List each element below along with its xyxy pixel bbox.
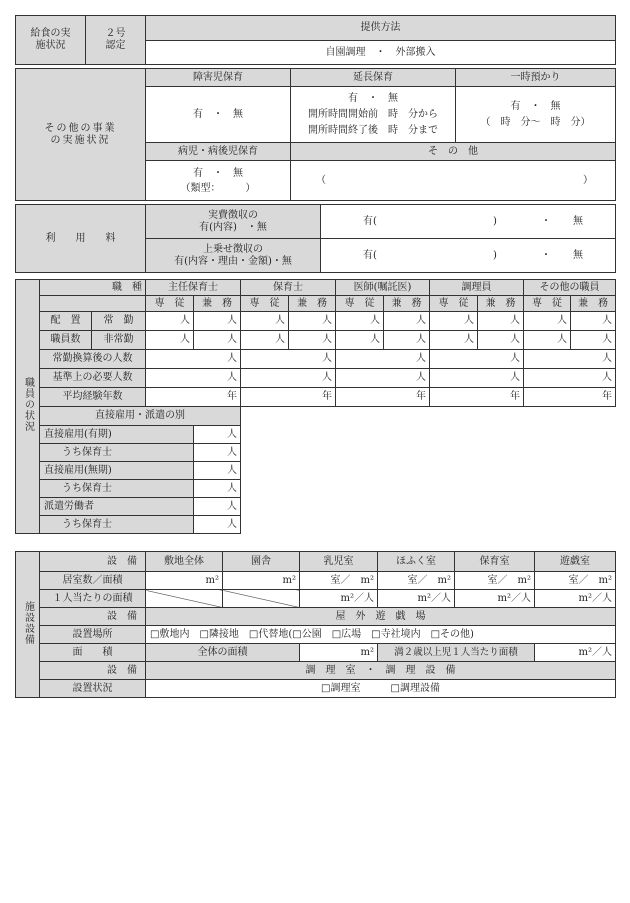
year-cell: 年: [241, 388, 336, 407]
equip-label: 設 備: [40, 552, 146, 572]
employ-row-fixed-nursery: うち保育士: [40, 444, 194, 462]
disabled-care-value: 有 ・ 無: [146, 87, 291, 143]
rooms-area-label: 居室数／面積: [40, 572, 146, 590]
per2-value: m²／人: [535, 644, 616, 662]
actual-cost-label: 実費徴収の 有(内容) ・無: [146, 205, 321, 239]
person-cell: 人: [478, 331, 524, 350]
nonregular-label: 非常勤: [92, 331, 146, 350]
person-cell: 人: [336, 331, 384, 350]
person-cell: 人: [194, 462, 241, 480]
count-label: 職員数: [40, 331, 92, 350]
person-cell: 人: [194, 516, 241, 534]
m2-per-cell: m²／人: [300, 590, 378, 608]
job-type-label: 職 種: [40, 280, 146, 296]
person-cell: 人: [194, 498, 241, 516]
m2-per-cell: m²／人: [535, 590, 616, 608]
room-m2-cell: 室／ m²: [455, 572, 535, 590]
person-cell: 人: [384, 331, 430, 350]
full-time-head: 専 従: [336, 296, 384, 312]
extended-care-header: 延長保育: [291, 69, 456, 87]
person-cell: 人: [384, 312, 430, 331]
person-cell: 人: [336, 369, 430, 388]
regular-label: 常 勤: [92, 312, 146, 331]
person-cell: 人: [430, 331, 478, 350]
type-head-chief: 主任保育士: [146, 280, 241, 296]
person-cell: 人: [289, 312, 336, 331]
type-head-nursery: 保育士: [241, 280, 336, 296]
person-cell: 人: [146, 312, 194, 331]
total-area-label: 全体の面積: [146, 644, 300, 662]
area-label: 面 積: [40, 644, 146, 662]
location-value: □敷地内 □隣接地 □代替地(□公園 □広場 □寺社境内 □その他): [146, 626, 616, 644]
blank-cell: [40, 296, 146, 312]
room-m2-cell: 室／ m²: [300, 572, 378, 590]
playground-header: 屋 外 遊 戯 場: [146, 608, 616, 626]
other-header: そ の 他: [291, 143, 616, 161]
sick-care-header: 病児・病後児保育: [146, 143, 291, 161]
method-header: 提供方法: [146, 16, 616, 41]
year-cell: 年: [336, 388, 430, 407]
type-head-other: その他の職員: [524, 280, 616, 296]
placement-label: 配 置: [40, 312, 92, 331]
person-cell: 人: [241, 350, 336, 369]
kitchen-header: 調 理 室 ・ 調 理 設 備: [146, 662, 616, 680]
room-m2-cell: 室／ m²: [535, 572, 616, 590]
person-cell: 人: [194, 426, 241, 444]
col-site: 敷地全体: [146, 552, 223, 572]
total-area-value: m²: [300, 644, 378, 662]
full-time-head: 専 従: [241, 296, 289, 312]
fee-label: 利 用 料: [16, 205, 146, 273]
person-cell: 人: [241, 369, 336, 388]
method-value: 自園調理 ・ 外部搬入: [146, 41, 616, 65]
person-cell: 人: [430, 312, 478, 331]
person-cell: 人: [194, 480, 241, 498]
employ-row-permanent: 直接雇用(無期): [40, 462, 194, 480]
employ-row-dispatch: 派遣労働者: [40, 498, 194, 516]
dual-head: 兼 務: [571, 296, 616, 312]
person-cell: 人: [194, 331, 241, 350]
col-infant-room: 乳児室: [300, 552, 378, 572]
equip-label: 設 備: [40, 662, 146, 680]
location-label: 設置場所: [40, 626, 146, 644]
staff-section-label: 職員の状況: [16, 280, 40, 534]
install-value: □調理室 □調理設備: [146, 680, 616, 698]
other-business-label: その他の事業 の実施状況: [16, 69, 146, 201]
m2-cell: m²: [223, 572, 300, 590]
extra-fee-value: 有( ) ・ 無: [321, 239, 616, 273]
m2-per-cell: m²／人: [378, 590, 455, 608]
diagonal-cell: [223, 590, 300, 608]
extra-fee-label: 上乗せ徴収の 有(内容・理由・金額)・無: [146, 239, 321, 273]
person-cell: 人: [524, 312, 571, 331]
install-label: 設置状況: [40, 680, 146, 698]
other-business-table: [15, 68, 616, 201]
disabled-care-header: 障害児保育: [146, 69, 291, 87]
col-play-room: 遊戯室: [535, 552, 616, 572]
person-cell: 人: [571, 331, 616, 350]
required-label: 基準上の必要人数: [40, 369, 146, 388]
temp-care-value: 有 ・ 無 （ 時 分～ 時 分）: [456, 87, 616, 143]
sick-care-value: 有 ・ 無 （類型： ）: [146, 161, 291, 201]
person-cell: 人: [478, 312, 524, 331]
col-crawl-room: ほふく室: [378, 552, 455, 572]
person-cell: 人: [146, 350, 241, 369]
type-head-cook: 調理員: [430, 280, 524, 296]
person-cell: 人: [289, 331, 336, 350]
full-time-head: 専 従: [430, 296, 478, 312]
employ-header: 直接雇用・派遣の別: [40, 407, 241, 426]
per-person-label: １人当たりの面積: [40, 590, 146, 608]
col-building: 園舎: [223, 552, 300, 572]
dual-head: 兼 務: [478, 296, 524, 312]
m2-per-cell: m²／人: [455, 590, 535, 608]
year-cell: 年: [146, 388, 241, 407]
person-cell: 人: [524, 331, 571, 350]
meal-table: [15, 15, 616, 65]
per2-label: 満２歳以上児１人当たり面積: [378, 644, 535, 662]
type-head-doctor: 医師(嘱託医): [336, 280, 430, 296]
person-cell: 人: [194, 444, 241, 462]
employ-row-permanent-nursery: うち保育士: [40, 480, 194, 498]
actual-cost-value: 有( ) ・ 無: [321, 205, 616, 239]
full-time-head: 専 従: [146, 296, 194, 312]
person-cell: 人: [146, 369, 241, 388]
col-nursery-room: 保育室: [455, 552, 535, 572]
temp-care-header: 一時預かり: [456, 69, 616, 87]
person-cell: 人: [336, 312, 384, 331]
avg-years-label: 平均経験年数: [40, 388, 146, 407]
person-cell: 人: [524, 350, 616, 369]
person-cell: 人: [430, 350, 524, 369]
year-cell: 年: [430, 388, 524, 407]
person-cell: 人: [146, 331, 194, 350]
facility-section-label: 施設設備: [16, 552, 40, 698]
m2-cell: m²: [146, 572, 223, 590]
empty-area: [241, 407, 616, 534]
other-value: （ ）: [291, 161, 616, 201]
employ-row-dispatch-nursery: うち保育士: [40, 516, 194, 534]
person-cell: 人: [430, 369, 524, 388]
year-cell: 年: [524, 388, 616, 407]
full-time-head: 専 従: [524, 296, 571, 312]
diagonal-cell: [146, 590, 223, 608]
person-cell: 人: [571, 312, 616, 331]
person-cell: 人: [336, 350, 430, 369]
fte-label: 常勤換算後の人数: [40, 350, 146, 369]
equip-label: 設 備: [40, 608, 146, 626]
facility-table: [15, 551, 616, 698]
meal-cert: ２号 認定: [86, 16, 146, 65]
extended-care-value: 有 ・ 無 開所時間開始前 時 分から 開所時間終了後 時 分まで: [291, 87, 456, 143]
dual-head: 兼 務: [194, 296, 241, 312]
meal-label: 給食の実 施状況: [16, 16, 86, 65]
fee-table: [15, 204, 616, 273]
person-cell: 人: [241, 312, 289, 331]
employ-row-fixed: 直接雇用(有期): [40, 426, 194, 444]
dual-head: 兼 務: [384, 296, 430, 312]
staff-table: [15, 279, 616, 534]
person-cell: 人: [524, 369, 616, 388]
dual-head: 兼 務: [289, 296, 336, 312]
room-m2-cell: 室／ m²: [378, 572, 455, 590]
person-cell: 人: [241, 331, 289, 350]
person-cell: 人: [194, 312, 241, 331]
